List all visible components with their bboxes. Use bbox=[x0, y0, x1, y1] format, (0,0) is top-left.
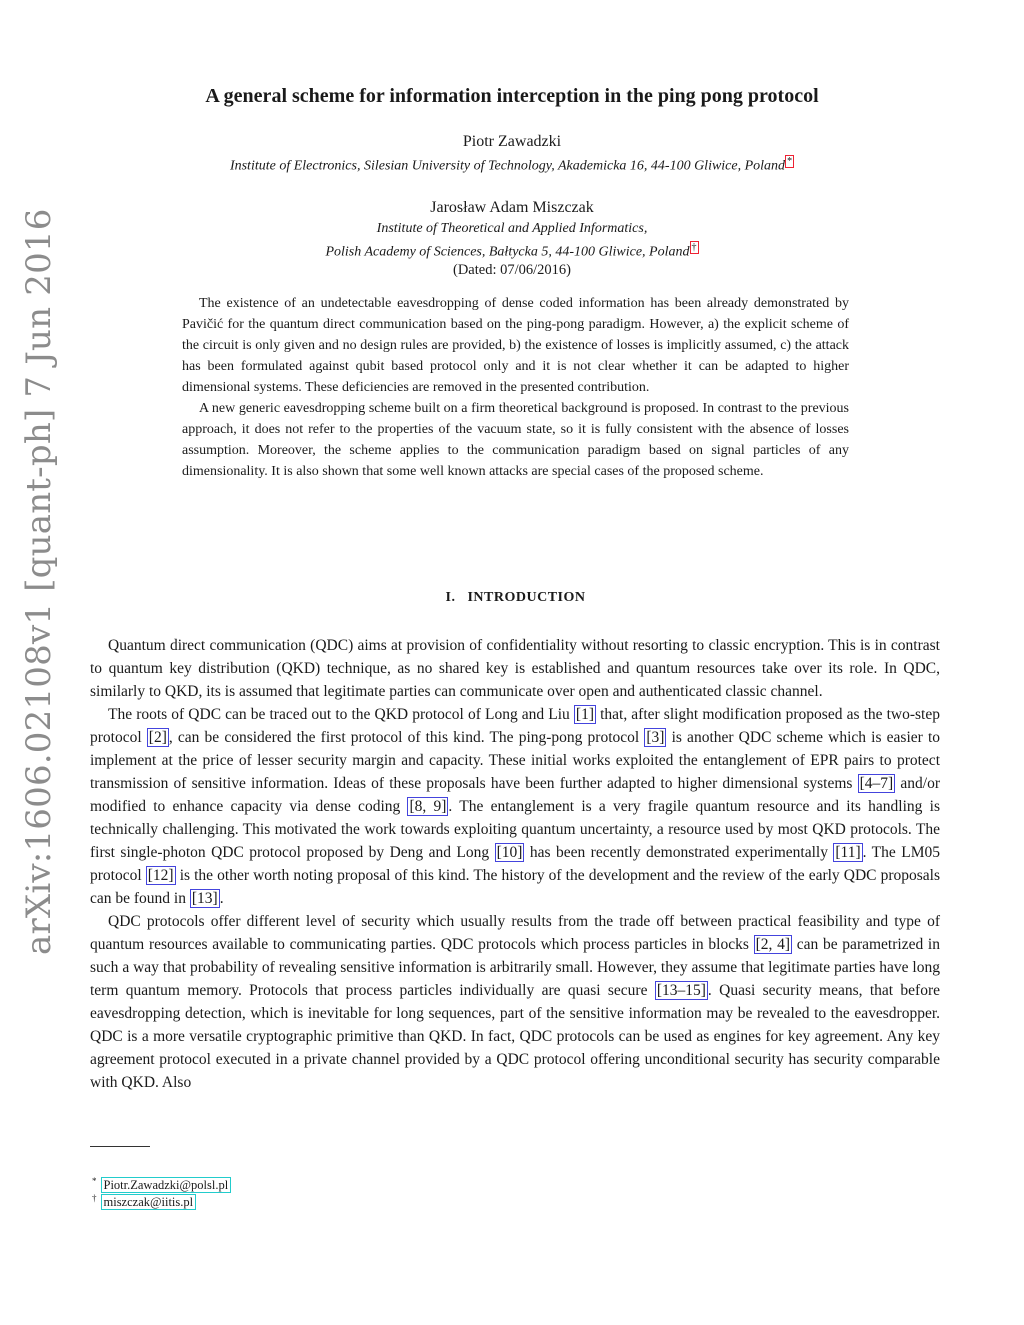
email-link-zawadzki[interactable]: Piotr.Zawadzki@polsl.pl bbox=[101, 1177, 232, 1193]
dated-line: (Dated: 07/06/2016) bbox=[453, 262, 571, 278]
citation-link[interactable]: [13] bbox=[191, 890, 218, 907]
section-heading bbox=[0, 590, 1024, 606]
abstract-paragraph-1: The existence of an undetectable eavesdropping of dense coded information has been already demonstrated by Pavičić for the quantum direct communication based on the ping-pong paradigm. However, a) the explicit scheme of the circuit is only given and no design rules are provided, b) the existence of losses is implicitly assumed, c) the attack has been formulated against qubit based protocol only and it is not clear whether it can be adapted to higher dimensional systems. These deficiencies are removed in the presented contribution. bbox=[182, 296, 849, 395]
introduction-body bbox=[90, 634, 940, 1094]
section-title: INTRODUCTION bbox=[467, 590, 586, 605]
abstract bbox=[182, 293, 849, 482]
arxiv-identifier: arXiv:1606.02108v1 [quant-ph] 7 Jun 2016 bbox=[19, 208, 59, 955]
intro-paragraph-3: QDC protocols offer different level of security which usually results from the trade off between practical feasibility and type of quantum resources available to communicating parties. QDC protocols which process particles in blocks [2, 4] can be parametrized in such a way that probability of revealing sensitive information is arbitrarily small. However, they assume that legitimate parties have long term quantum memory. Protocols that process particles individually are quasi secure [13–15] . Quasi security means, that before eavesdropping detection, which is inevitable for long sequences, part of the sensitive information may be revealed to the eavesdropper. QDC is a more versatile cryptographic primitive than QKD. In fact, QDC protocols can be used as engines for key agreement. Any key agreement protocol executed in a private channel provided by a QDC protocol offering unconditional security has security comparable with QKD. Also bbox=[90, 913, 941, 1091]
intro-paragraph-2: The roots of QDC can be traced out to the QKD protocol of Long and Liu [1] that, after slight modification proposed as the two-step protocol [2] , can be considered the first protocol of this kind. The ping-pong protocol [3] is another QDC scheme which is easier to implement at the price of lesser security margin and capacity. These initial works exploited the entanglement of EPR pairs to protect transmission of sensitive information. Ideas of these proposals have been further adapted to higher dimensional systems [4–7] and/or modified to enhance capacity via dense coding [8, 9] . The entanglement is a very fragile quantum resource and its handling is technically challenging. This motivated the work towards exploiting quantum uncertainty, a resource used by most QKD protocols. The first single-photon QDC protocol proposed by Deng and Long [10] has been recently demonstrated experimentally [11] . The LM05 protocol [12] is the other worth noting proposal of this kind. The history of the development and the review of the early QDC proposals can be found in [13] . bbox=[90, 706, 941, 907]
author-affiliation-1: Institute of Electronics, Silesian University of Technology, Akademicka 16, 44-100 Gliwice, Poland * bbox=[229, 156, 793, 174]
author-affiliation-2-line-2: Polish Academy of Sciences, Bałtycka 5, 44-100 Gliwice, Poland † bbox=[325, 242, 697, 260]
citation-link[interactable]: [8, 9] bbox=[409, 798, 447, 815]
citation-link[interactable]: [10] bbox=[496, 844, 523, 861]
author-name-2: Jarosław Adam Miszczak bbox=[430, 199, 594, 216]
email-link-miszczak[interactable]: miszczak@iitis.pl bbox=[101, 1194, 197, 1210]
citation-link[interactable]: [1] bbox=[575, 706, 594, 723]
author-name-1: Piotr Zawadzki bbox=[462, 133, 562, 150]
abstract-paragraph-2: A new generic eavesdropping scheme built on a firm theoretical background is proposed. In contrast to the previous approach, it does not refer to the properties of the vacuum state, so it is fully consistent with the absence of losses assumption. Moreover, the scheme applies to the communication paradigm based on signal particles of any dimensionality. It is also shown that some well known attacks are special cases of the proposed scheme. bbox=[182, 401, 849, 479]
footnote-mark-1: * bbox=[92, 1176, 97, 1186]
citation-link[interactable]: [2, 4] bbox=[755, 936, 790, 953]
citation-link[interactable]: [2] bbox=[148, 729, 167, 746]
footnote-divider bbox=[90, 1146, 150, 1147]
footnote-ref-1[interactable]: * bbox=[787, 156, 793, 167]
author-affiliation-2-line-1: Institute of Theoretical and Applied Informatics, bbox=[376, 221, 648, 236]
citation-link[interactable]: [4–7] bbox=[859, 775, 894, 792]
citation-link[interactable]: [11] bbox=[835, 844, 861, 861]
section-number: I. bbox=[445, 590, 456, 605]
footnote-2 bbox=[92, 1193, 196, 1210]
footnote-1 bbox=[92, 1176, 231, 1193]
citation-link[interactable]: [12] bbox=[147, 867, 174, 884]
citation-link[interactable]: [13–15] bbox=[656, 982, 706, 999]
footnote-ref-2[interactable]: † bbox=[691, 242, 697, 253]
footnote-mark-2: † bbox=[92, 1193, 97, 1203]
citation-link[interactable]: [3] bbox=[646, 729, 665, 746]
intro-paragraph-1: Quantum direct communication (QDC) aims at provision of confidentiality without resorting to classic encryption. This is in contrast to quantum key distribution (QKD) technique, as no shared key is established and quantum resources take over its role. In QDC, similarly to QKD, its is assumed that legitimate parties can communicate over open and authenticated classic channel. bbox=[90, 637, 940, 700]
paper-title: A general scheme for information interception in the ping pong protocol bbox=[205, 85, 819, 107]
